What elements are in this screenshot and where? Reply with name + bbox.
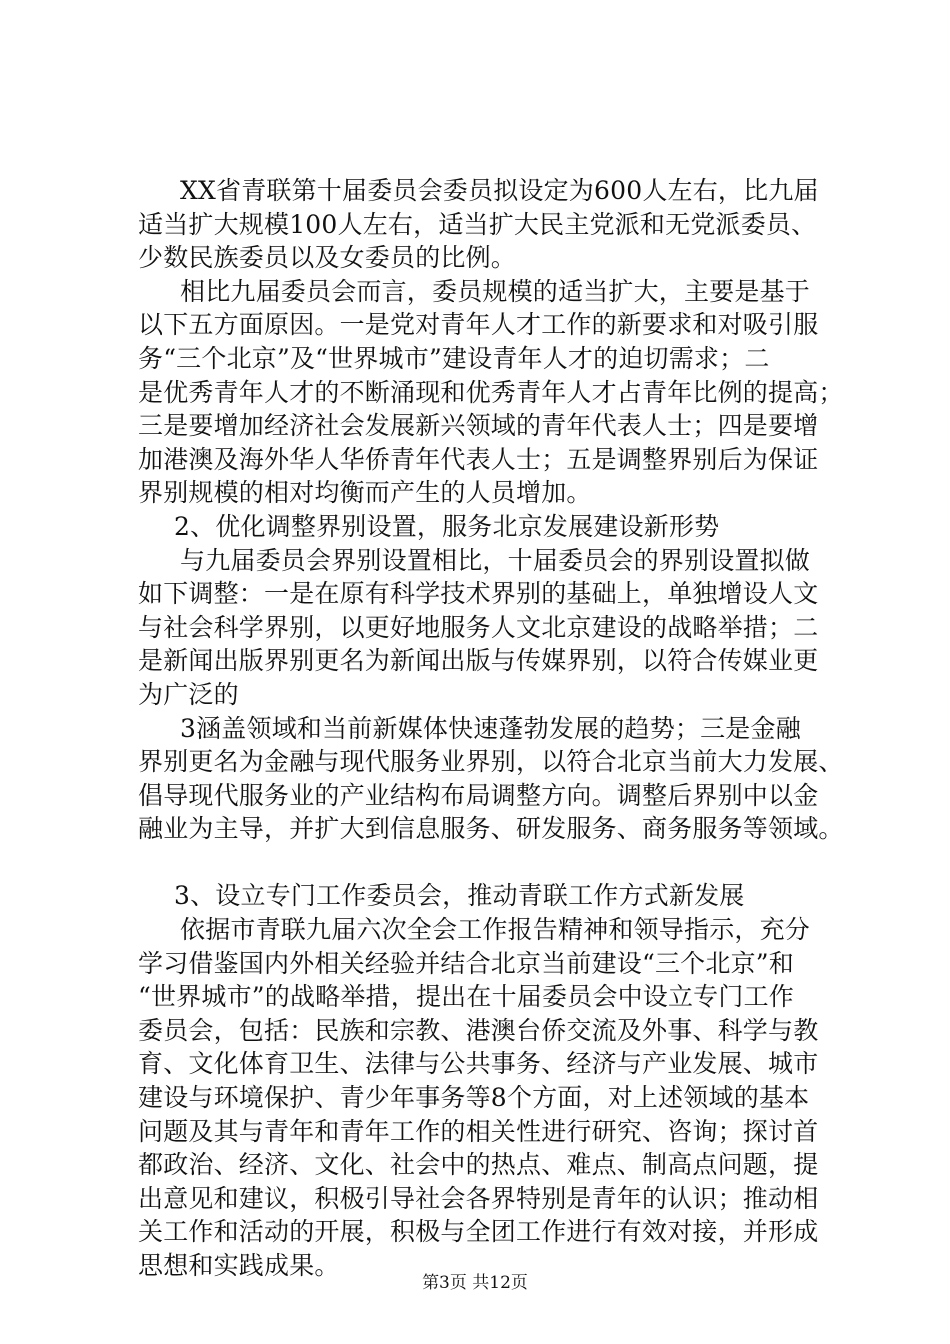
text-line: 关工作和活动的开展，积极与全团工作进行有效对接，并形成 <box>138 1217 819 1247</box>
paragraph-gap <box>138 846 850 880</box>
text-line: 界别更名为金融与现代服务业界别，以符合北京当前大力发展、 <box>138 747 844 777</box>
text-line: 以下五方面原因。一是党对青年人才工作的新要求和对吸引服 <box>138 310 819 340</box>
text-line: 融业为主导，并扩大到信息服务、研发服务、商务服务等领域。 <box>138 814 844 844</box>
text-line: 为广泛的 <box>138 679 239 709</box>
text-line: 是优秀青年人才的不断涌现和优秀青年人才占青年比例的提高； <box>138 377 844 407</box>
section-heading: 3、设立专门工作委员会，推动青联工作方式新发展 <box>174 881 745 911</box>
text-line: 委员会，包括：民族和宗教、港澳台侨交流及外事、科学与教 <box>138 1015 819 1045</box>
text-line: 依据市青联九届六次全会工作报告精神和领导指示，充分 <box>180 915 811 945</box>
section-heading: 2、优化调整界别设置，服务北京发展建设新形势 <box>174 511 720 541</box>
text-line: 务“三个北京”及“世界城市”建设青年人才的迫切需求；二 <box>138 343 770 373</box>
text-line: 倡导现代服务业的产业结构布局调整方向。调整后界别中以金 <box>138 780 819 810</box>
text-line: 如下调整：一是在原有科学技术界别的基础上，单独增设人文 <box>138 579 819 609</box>
text-line: XX省青联第十届委员会委员拟设定为600人左右，比九届 <box>180 176 819 205</box>
text-line: 思想和实践成果。 <box>138 1251 340 1280</box>
text-line: 少数民族委员以及女委员的比例。 <box>138 243 517 273</box>
page-number-footer: 第3页 共12页 <box>422 1273 528 1293</box>
text-line: 建设与环境保护、青少年事务等8个方面，对上述领域的基本 <box>138 1083 810 1113</box>
text-line: 问题及其与青年和青年工作的相关性进行研究、咨询；探讨首 <box>138 1116 819 1146</box>
text-line: 都政治、经济、文化、社会中的热点、难点、制高点问题，提 <box>138 1150 819 1180</box>
document-body <box>138 174 850 1283</box>
text-line: 学习借鉴国内外相关经验并结合北京当前建设“三个北京”和 <box>138 948 794 978</box>
text-line: 三是要增加经济社会发展新兴领域的青年代表人士；四是要增 <box>138 411 819 441</box>
text-line: 是新闻出版界别更名为新闻出版与传媒界别，以符合传媒业更 <box>138 646 819 676</box>
text-line: 加港澳及海外华人华侨青年代表人士；五是调整界别后为保证 <box>138 444 819 474</box>
text-line: 育、文化体育卫生、法律与公共事务、经济与产业发展、城市 <box>138 1049 819 1079</box>
text-line: “世界城市”的战略举措，提出在十届委员会中设立专门工作 <box>138 982 794 1012</box>
text-line: 适当扩大规模100人左右，适当扩大民主党派和无党派委员、 <box>138 209 817 239</box>
text-line: 与社会科学界别，以更好地服务人文北京建设的战略举措；二 <box>138 612 819 642</box>
text-line: 与九届委员会界别设置相比，十届委员会的界别设置拟做 <box>180 545 811 575</box>
text-line: 3涵盖领域和当前新媒体快速蓬勃发展的趋势；三是金融 <box>180 713 801 743</box>
text-line: 出意见和建议，积极引导社会各界特别是青年的认识；推动相 <box>138 1183 819 1213</box>
text-line: 界别规模的相对均衡而产生的人员增加。 <box>138 478 592 508</box>
text-line: 相比九届委员会而言，委员规模的适当扩大，主要是基于 <box>180 276 811 306</box>
